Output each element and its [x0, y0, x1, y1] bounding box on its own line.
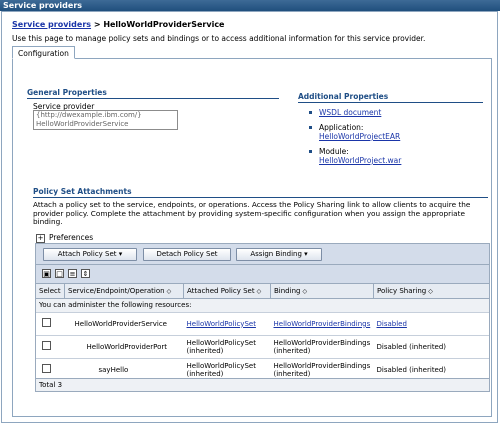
- row-checkbox[interactable]: [42, 318, 51, 327]
- policy-attachments-description: Attach a policy set to the service, endpoints, or operations. Access the Policy Sharing link to allow clients to acquire the provider policy. Complete the attachment by providing system-specific configuration when you assign the appropriate binding.: [33, 200, 471, 226]
- column-header-policy-set[interactable]: [184, 284, 271, 299]
- table-header-row: [36, 284, 489, 299]
- row-checkbox[interactable]: [42, 364, 51, 373]
- preferences-toggle[interactable]: [36, 233, 93, 243]
- attach-policy-set-button[interactable]: Attach Policy Set ▾: [43, 248, 137, 261]
- policy-set-cell: [184, 313, 271, 336]
- policy-set-cell: [184, 336, 271, 359]
- policy-set-inherited: (inherited): [186, 347, 224, 355]
- policy-sharing-cell: [374, 313, 490, 336]
- module-label: Module:: [319, 147, 349, 156]
- binding-link[interactable]: HelloWorldProviderBindings: [273, 319, 371, 328]
- breadcrumb-link-service-providers[interactable]: Service providers: [12, 20, 92, 29]
- breadcrumb-current: HelloWorldProviderService: [103, 20, 225, 29]
- expand-plus-icon[interactable]: +: [37, 233, 44, 242]
- table-row: [36, 313, 489, 336]
- deselect-all-icon[interactable]: □: [56, 270, 63, 278]
- list-item: [307, 123, 401, 141]
- service-cell: sayHello: [65, 359, 184, 382]
- binding-value: HelloWorldProviderBindings: [273, 361, 371, 370]
- window-title: Service providers: [3, 1, 83, 10]
- policy-sharing-cell: Disabled (inherited): [374, 336, 490, 359]
- wsdl-document-link[interactable]: WSDL document: [319, 108, 382, 117]
- policy-sharing-cell: Disabled (inherited): [374, 359, 490, 382]
- detach-policy-set-button[interactable]: Detach Policy Set: [143, 248, 231, 261]
- additional-properties-title: Additional Properties: [298, 92, 483, 103]
- binding-value: HelloWorldProviderBindings: [273, 338, 371, 347]
- table-subheader-row: [36, 299, 489, 313]
- sort-icon[interactable]: ◇: [256, 288, 262, 295]
- policy-attachments-table: [36, 284, 489, 382]
- page-description: Use this page to manage policy sets and bindings or to access additional information for this service provider.: [12, 34, 426, 43]
- table-icon-bar: [36, 265, 489, 284]
- sort-icon[interactable]: ◇: [302, 288, 308, 295]
- policy-attachments-table-container: [35, 243, 490, 392]
- sort-icon[interactable]: ◇: [166, 288, 172, 295]
- table-button-bar: [36, 244, 489, 265]
- collapse-all-icon[interactable]: ⇕: [82, 270, 89, 278]
- service-provider-label: Service provider: [33, 102, 95, 111]
- additional-properties-list: [307, 108, 401, 171]
- column-header-label: Binding: [274, 287, 301, 295]
- application-link[interactable]: HelloWorldProjectEAR: [319, 132, 401, 141]
- sort-icon[interactable]: ◇: [428, 288, 433, 295]
- policy-set-value: HelloWorldPolicySet: [186, 338, 256, 347]
- column-header-policy-sharing[interactable]: [374, 284, 490, 299]
- policy-set-inherited: (inherited): [186, 370, 224, 378]
- select-cell: [36, 313, 65, 336]
- policy-sharing-link[interactable]: Disabled: [376, 319, 407, 328]
- admin-note: You can administer the following resources:: [36, 299, 489, 313]
- table-total: Total 3: [36, 378, 489, 391]
- module-link[interactable]: HelloWorldProject.war: [319, 156, 402, 165]
- row-checkbox[interactable]: [42, 341, 51, 350]
- binding-inherited: (inherited): [273, 370, 311, 378]
- service-provider-value-line1: {http://dwexample.ibm.com/}: [36, 111, 142, 119]
- service-provider-value-line2: HelloWorldProviderService: [36, 120, 129, 128]
- application-label: Application:: [319, 123, 364, 132]
- column-header-binding[interactable]: [271, 284, 374, 299]
- window-titlebar: [0, 0, 500, 11]
- breadcrumb-separator: >: [91, 20, 104, 29]
- policy-set-attachments-title: Policy Set Attachments: [33, 187, 488, 198]
- policy-set-value: HelloWorldPolicySet: [186, 361, 256, 370]
- tab-configuration[interactable]: Configuration: [12, 46, 75, 59]
- preferences-label: Preferences: [49, 233, 94, 242]
- column-header-label: Attached Policy Set: [187, 287, 255, 295]
- breadcrumb: [12, 20, 224, 29]
- expand-all-icon[interactable]: ≡: [69, 270, 76, 278]
- column-header-service[interactable]: [65, 284, 184, 299]
- list-item: [307, 147, 401, 165]
- binding-cell: [271, 336, 374, 359]
- column-header-label: Policy Sharing: [377, 287, 427, 295]
- select-cell: [36, 336, 65, 359]
- service-cell: HelloWorldProviderPort: [65, 336, 184, 359]
- binding-inherited: (inherited): [273, 347, 311, 355]
- service-provider-field: [33, 110, 178, 130]
- binding-cell: [271, 313, 374, 336]
- list-item: [307, 108, 401, 117]
- assign-binding-button[interactable]: Assign Binding ▾: [236, 248, 322, 261]
- column-header-label: Service/Endpoint/Operation: [68, 287, 165, 295]
- column-header-select: Select: [36, 284, 65, 299]
- general-properties-title: General Properties: [27, 88, 279, 99]
- select-all-icon[interactable]: ▣: [43, 270, 50, 278]
- table-row: [36, 336, 489, 359]
- policy-set-link[interactable]: HelloWorldPolicySet: [186, 319, 256, 328]
- service-cell: HelloWorldProviderService: [65, 313, 184, 336]
